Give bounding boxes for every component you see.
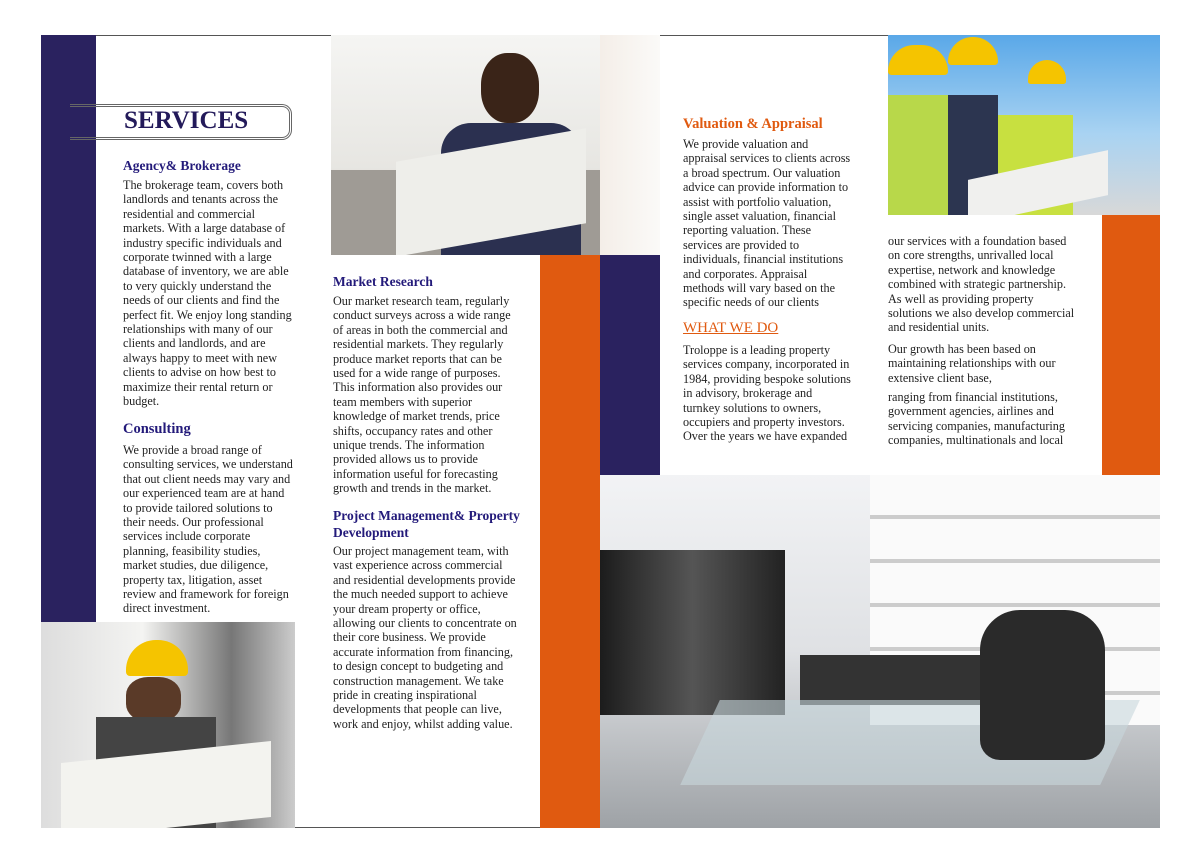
market-body: Our market research team, regularly conduct surveys across a wide range of areas in both the commercial and residential markets. They regularly produce market reports that can be used for a wide range of purposes. This information also provides our team members with superior knowledge of market trends, price shifts, occupancy rates and other unique trends. The information provided allows us to provide information useful for forecasting growth and trends in the market.	[333, 294, 511, 496]
what-we-do-p4: ranging from financial institutions, government agencies, airlines and servicing companies, manufacturing companies, multinationals and local	[888, 390, 1065, 448]
blueprint	[61, 741, 271, 828]
face	[126, 677, 181, 722]
glass-cabinet	[600, 550, 785, 715]
project-body: Our project management team, with vast experience across commercial and residential developments provide the much needed support to achieve your dream property or office, allowing our clients to concentrate on their core business. We provide accurate information from financing, to design concept to budgeting and construction management. We take pride in creating inspirational developments that people can live, work and enjoy, whilst adding value.	[333, 544, 517, 731]
what-we-do-heading: WHAT WE DO	[683, 320, 779, 336]
market-heading: Market Research	[333, 274, 433, 289]
businessman-newspaper-photo	[331, 35, 600, 255]
navy-stripe-right	[600, 255, 660, 475]
safety-vest	[888, 95, 948, 215]
agency-heading: Agency& Brokerage	[123, 158, 241, 173]
construction-workers-photo	[888, 35, 1160, 215]
agency-body: The brokerage team, covers both landlords and tenants across the residential and commercial markets. With a large database of industry specific individuals and corporate twinned with a large database of inventory, we are able to very quickly understand the needs of our clients and find the perfect fit. We enjoy long standing relationships with many of our clients and landlords, and are always happy to meet with new clients to advise on how best to maximize their rental return or budget.	[123, 178, 292, 409]
orange-stripe-middle	[540, 255, 600, 828]
office-interior-photo	[600, 475, 1160, 828]
what-we-do-p1: Troloppe is a leading property services company, incorporated in 1984, providing bespoke solutions in advisory, brokerage and turnkey solutions to owners, occupiers and property investors. Over the years we have expanded	[683, 343, 851, 444]
engineer-blueprint-photo	[41, 622, 295, 828]
hard-hat	[948, 37, 998, 65]
valuation-body: We provide valuation and appraisal services to clients across a broad spectrum. Our valuation advice can provide information to assist with portfolio valuation, single asset valuation, financial reporting valuation. These services are provided to individuals, financial institutions and corporates. Appraisal methods will vary based on the specific needs of our clients	[683, 137, 851, 310]
project-heading: Project Management& Property Development	[333, 508, 520, 540]
services-title: SERVICES	[124, 107, 249, 134]
valuation-heading: Valuation & Appraisal	[683, 116, 823, 132]
hard-hat	[1028, 60, 1066, 84]
hard-hat	[126, 640, 188, 676]
what-we-do-p3: Our growth has been based on maintaining relationships with our extensive client base,	[888, 342, 1056, 385]
orange-stripe-right	[1102, 215, 1160, 475]
desk	[800, 655, 1010, 705]
consulting-body: We provide a broad range of consulting services, we understand that out client needs may vary and our experienced team are at hand to provide tailored solutions to their needs. Our professional services include corporate planning, feasibility studies, market studies, due diligence, property tax, litigation, asset review and framework for foreign direct investment.	[123, 443, 293, 616]
face	[481, 53, 539, 123]
office-chair	[980, 610, 1105, 760]
hard-hat	[888, 45, 948, 75]
what-we-do-p2: our services with a foundation based on core strengths, unrivalled local expertise, network and knowledge combined with strategic partnership. As well as providing property solutions we also develop commercial and residential units.	[888, 234, 1075, 335]
consulting-heading: Consulting	[123, 421, 191, 437]
light-background	[600, 35, 660, 255]
